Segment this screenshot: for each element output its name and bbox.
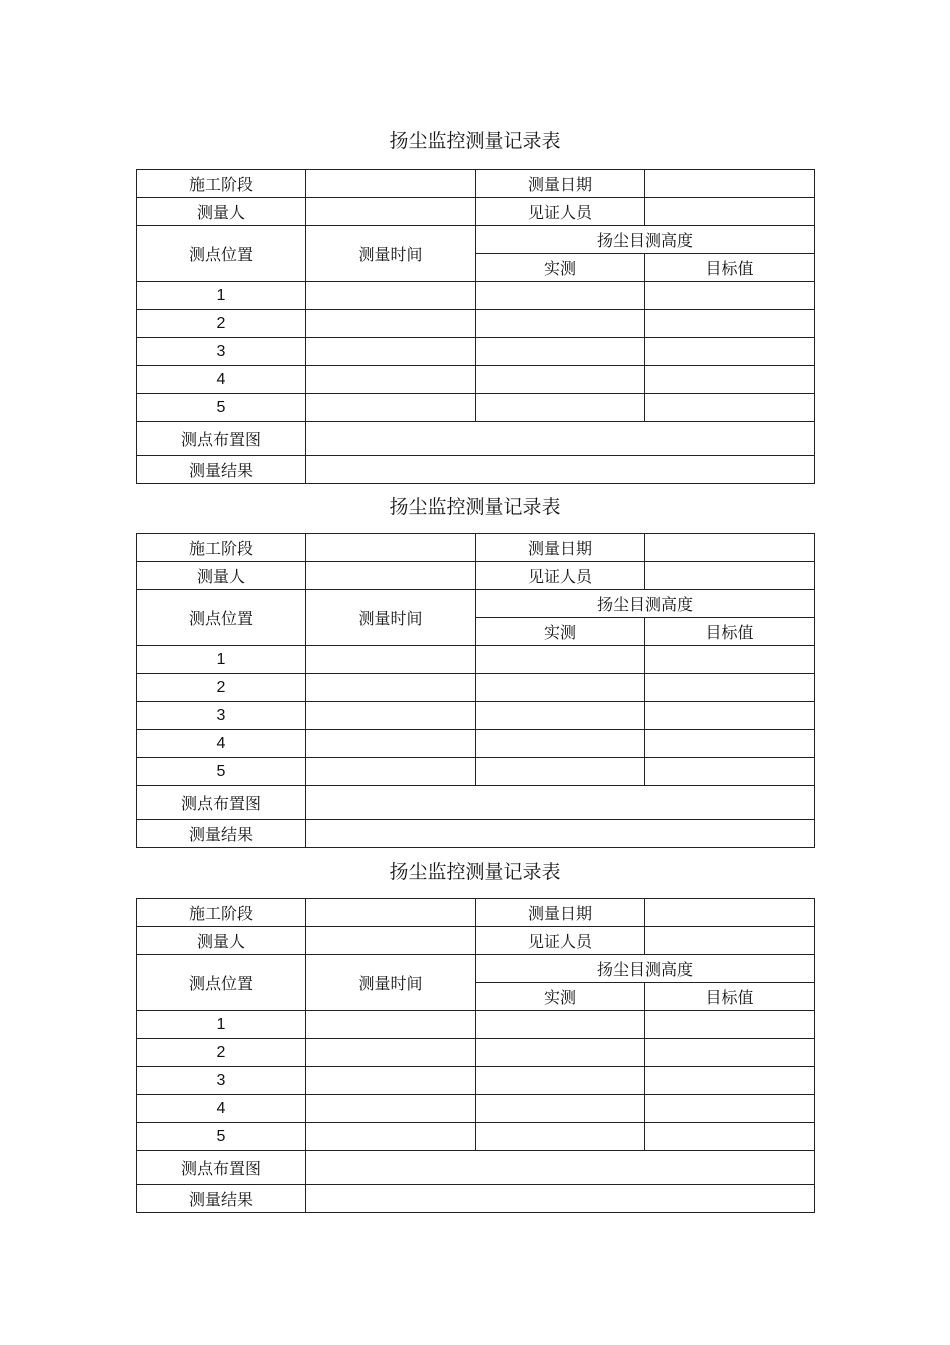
time-cell[interactable] [306, 758, 476, 786]
measurer-label: 测量人 [137, 562, 306, 590]
target-cell[interactable] [645, 758, 815, 786]
point-number: 3 [137, 338, 306, 366]
record-table [136, 533, 815, 848]
witness-label: 见证人员 [476, 198, 645, 226]
actual-cell[interactable] [476, 1095, 645, 1123]
result-cell[interactable] [306, 456, 815, 484]
date-value-cell[interactable] [645, 170, 815, 198]
table-row [137, 282, 815, 310]
result-cell[interactable] [306, 1185, 815, 1213]
measure-time-header: 测量时间 [306, 226, 476, 282]
target-cell[interactable] [645, 282, 815, 310]
actual-cell[interactable] [476, 338, 645, 366]
result-row [137, 456, 815, 484]
actual-cell[interactable] [476, 730, 645, 758]
column-header-row [137, 955, 815, 983]
actual-cell[interactable] [476, 674, 645, 702]
date-label: 测量日期 [476, 534, 645, 562]
point-location-header: 测点位置 [137, 226, 306, 282]
actual-cell[interactable] [476, 366, 645, 394]
table-row [137, 310, 815, 338]
table-row [137, 338, 815, 366]
point-number: 3 [137, 702, 306, 730]
witness-label: 见证人员 [476, 927, 645, 955]
form-title: 扬尘监控测量记录表 [389, 861, 561, 883]
witness-label: 见证人员 [476, 562, 645, 590]
target-cell[interactable] [645, 730, 815, 758]
target-cell[interactable] [645, 674, 815, 702]
time-cell[interactable] [306, 310, 476, 338]
result-label: 测量结果 [137, 820, 306, 848]
result-row [137, 820, 815, 848]
measurer-value-cell[interactable] [306, 198, 476, 226]
table-row [137, 702, 815, 730]
time-cell[interactable] [306, 1039, 476, 1067]
stage-value-cell[interactable] [306, 170, 476, 198]
time-cell[interactable] [306, 366, 476, 394]
point-number: 4 [137, 730, 306, 758]
header-row-stage [137, 899, 815, 927]
measure-time-header: 测量时间 [306, 590, 476, 646]
table-row [137, 1095, 815, 1123]
date-label: 测量日期 [476, 899, 645, 927]
actual-header: 实测 [476, 983, 645, 1011]
result-row [137, 1185, 815, 1213]
actual-cell[interactable] [476, 1039, 645, 1067]
point-number: 3 [137, 1067, 306, 1095]
table-row [137, 1039, 815, 1067]
time-cell[interactable] [306, 674, 476, 702]
measure-time-header: 测量时间 [306, 955, 476, 1011]
dust-height-header: 扬尘目测高度 [476, 226, 815, 254]
point-number: 2 [137, 310, 306, 338]
target-cell[interactable] [645, 310, 815, 338]
target-cell[interactable] [645, 1067, 815, 1095]
result-cell[interactable] [306, 820, 815, 848]
target-header: 目标值 [645, 983, 815, 1011]
target-cell[interactable] [645, 394, 815, 422]
table-row [137, 730, 815, 758]
layout-map-label: 测点布置图 [137, 786, 306, 820]
point-number: 1 [137, 1011, 306, 1039]
record-table [136, 898, 815, 1213]
witness-value-cell[interactable] [645, 927, 815, 955]
layout-map-label: 测点布置图 [137, 422, 306, 456]
time-cell[interactable] [306, 702, 476, 730]
layout-map-row [137, 1151, 815, 1185]
header-row-measurer [137, 198, 815, 226]
target-cell[interactable] [645, 1123, 815, 1151]
time-cell[interactable] [306, 646, 476, 674]
target-cell[interactable] [645, 1039, 815, 1067]
actual-header: 实测 [476, 618, 645, 646]
table-row [137, 1067, 815, 1095]
layout-map-row [137, 786, 815, 820]
target-cell[interactable] [645, 702, 815, 730]
actual-cell[interactable] [476, 1067, 645, 1095]
result-label: 测量结果 [137, 1185, 306, 1213]
target-cell[interactable] [645, 1011, 815, 1039]
target-header: 目标值 [645, 254, 815, 282]
header-row-stage [137, 534, 815, 562]
form-title: 扬尘监控测量记录表 [389, 496, 561, 518]
table-row [137, 366, 815, 394]
stage-label: 施工阶段 [137, 170, 306, 198]
measurer-label: 测量人 [137, 198, 306, 226]
stage-label: 施工阶段 [137, 899, 306, 927]
result-label: 测量结果 [137, 456, 306, 484]
measurer-value-cell[interactable] [306, 927, 476, 955]
layout-map-cell[interactable] [306, 1151, 815, 1185]
actual-cell[interactable] [476, 646, 645, 674]
witness-value-cell[interactable] [645, 198, 815, 226]
table-row [137, 1123, 815, 1151]
time-cell[interactable] [306, 394, 476, 422]
table-row [137, 394, 815, 422]
table-row [137, 646, 815, 674]
time-cell[interactable] [306, 282, 476, 310]
actual-cell[interactable] [476, 394, 645, 422]
actual-cell[interactable] [476, 310, 645, 338]
target-header: 目标值 [645, 618, 815, 646]
point-number: 5 [137, 1123, 306, 1151]
point-number: 4 [137, 366, 306, 394]
header-row-measurer [137, 927, 815, 955]
time-cell[interactable] [306, 1123, 476, 1151]
witness-value-cell[interactable] [645, 562, 815, 590]
table-row [137, 758, 815, 786]
stage-value-cell[interactable] [306, 899, 476, 927]
point-number: 4 [137, 1095, 306, 1123]
actual-cell[interactable] [476, 1011, 645, 1039]
point-number: 2 [137, 1039, 306, 1067]
date-label: 测量日期 [476, 170, 645, 198]
form-title: 扬尘监控测量记录表 [389, 130, 561, 152]
point-location-header: 测点位置 [137, 590, 306, 646]
target-cell[interactable] [645, 366, 815, 394]
actual-cell[interactable] [476, 282, 645, 310]
header-row-stage [137, 170, 815, 198]
dust-height-header: 扬尘目测高度 [476, 590, 815, 618]
column-header-row [137, 226, 815, 254]
time-cell[interactable] [306, 1011, 476, 1039]
table-row [137, 1011, 815, 1039]
target-cell[interactable] [645, 1095, 815, 1123]
measurer-label: 测量人 [137, 927, 306, 955]
actual-cell[interactable] [476, 1123, 645, 1151]
actual-header: 实测 [476, 254, 645, 282]
layout-map-cell[interactable] [306, 422, 815, 456]
date-value-cell[interactable] [645, 534, 815, 562]
measurer-value-cell[interactable] [306, 562, 476, 590]
point-number: 1 [137, 282, 306, 310]
point-number: 5 [137, 394, 306, 422]
time-cell[interactable] [306, 1067, 476, 1095]
layout-map-cell[interactable] [306, 786, 815, 820]
dust-height-header: 扬尘目测高度 [476, 955, 815, 983]
actual-cell[interactable] [476, 702, 645, 730]
actual-cell[interactable] [476, 758, 645, 786]
time-cell[interactable] [306, 338, 476, 366]
point-number: 1 [137, 646, 306, 674]
target-cell[interactable] [645, 646, 815, 674]
table-row [137, 674, 815, 702]
time-cell[interactable] [306, 1095, 476, 1123]
date-value-cell[interactable] [645, 899, 815, 927]
target-cell[interactable] [645, 338, 815, 366]
point-number: 5 [137, 758, 306, 786]
stage-label: 施工阶段 [137, 534, 306, 562]
header-row-measurer [137, 562, 815, 590]
time-cell[interactable] [306, 730, 476, 758]
stage-value-cell[interactable] [306, 534, 476, 562]
point-number: 2 [137, 674, 306, 702]
record-table [136, 169, 815, 484]
layout-map-row [137, 422, 815, 456]
layout-map-label: 测点布置图 [137, 1151, 306, 1185]
column-header-row [137, 590, 815, 618]
point-location-header: 测点位置 [137, 955, 306, 1011]
